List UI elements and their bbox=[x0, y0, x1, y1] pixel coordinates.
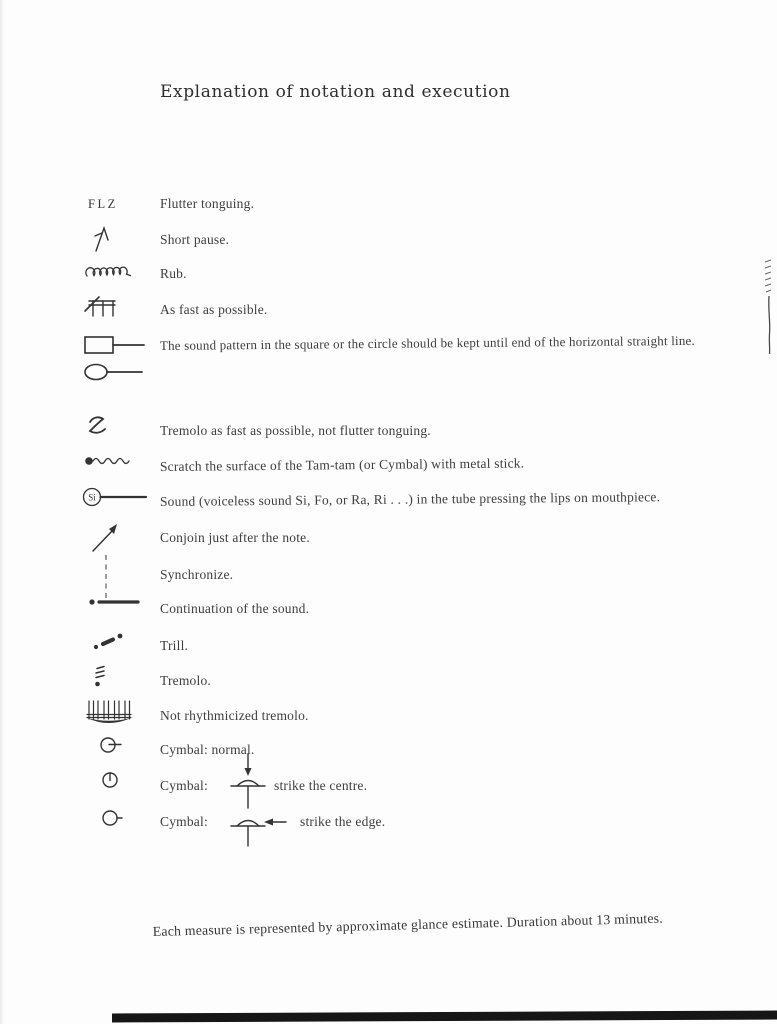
rub-loops-icon bbox=[84, 262, 142, 282]
legend-text-cymbal-edge-label: Cymbal: bbox=[160, 814, 208, 829]
cluster-tremolo-icon bbox=[86, 700, 132, 728]
legend-text-scratch: Scratch the surface of the Tam-tam (or Cymbal) with metal stick. bbox=[159, 455, 525, 475]
legend-text-conjoin: Conjoin just after the note. bbox=[160, 530, 310, 545]
legend-text-cymbal-centre-label: Cymbal: bbox=[160, 778, 208, 793]
si-label: Si bbox=[88, 492, 96, 503]
legend-text-as-fast-as-possible: As fast as possible. bbox=[160, 302, 268, 317]
trill-icon bbox=[92, 630, 128, 654]
scan-left-edge-shading bbox=[0, 0, 4, 1024]
tremolo-z-icon bbox=[86, 414, 110, 438]
legend-text-rub: Rub. bbox=[160, 266, 187, 281]
flz-symbol: FLZ bbox=[88, 197, 118, 211]
legend-text-strike-centre: strike the centre. bbox=[274, 778, 368, 793]
legend-text-strike-edge: strike the edge. bbox=[300, 814, 386, 829]
page-title: Explanation of notation and execution bbox=[160, 82, 511, 102]
cymbal-strike-edge-diagram bbox=[228, 806, 292, 848]
as-fast-as-possible-icon bbox=[84, 294, 122, 320]
square-and-circle-with-line-icon bbox=[84, 334, 146, 384]
legend-text-sound-si: Sound (voiceless sound Si, Fo, or Ra, Ri . . .) in the tube pressing the lips on mouthpiece. bbox=[159, 489, 661, 510]
legend-text-tremolo: Tremolo. bbox=[160, 673, 211, 688]
cymbal-strike-centre-icon bbox=[100, 770, 120, 790]
legend-text-synchronize: Synchronize. bbox=[160, 567, 234, 582]
scan-bottom-edge-bar bbox=[112, 1011, 777, 1023]
legend-text-continuation: Continuation of the sound. bbox=[160, 601, 310, 616]
footer-note: Each measure is represented by approximate glance estimate. Duration about 13 minutes. bbox=[152, 910, 664, 940]
legend-text-flutter-tonguing: Flutter tonguing. bbox=[160, 196, 255, 211]
tremolo-mark-icon bbox=[92, 662, 110, 690]
si-in-circle-icon bbox=[82, 486, 148, 508]
legend-text-sound-pattern: The sound pattern in the square or the circle should be kept until end of the horizontal straight line. bbox=[159, 332, 696, 354]
conjoin-arrow-icon bbox=[90, 520, 122, 554]
legend-text-short-pause: Short pause. bbox=[160, 232, 230, 247]
continuation-dot-line-icon bbox=[88, 594, 142, 610]
cymbal-strike-centre-diagram bbox=[228, 752, 268, 810]
scratch-wave-icon bbox=[84, 452, 134, 470]
legend-text-trill: Trill. bbox=[160, 638, 189, 653]
legend-text-not-rhythmicized-tremolo: Not rhythmicized tremolo. bbox=[160, 708, 309, 723]
cymbal-strike-edge-icon bbox=[100, 808, 126, 828]
scan-right-edge-artifact-icon bbox=[756, 256, 776, 356]
legend-text-tremolo-fast: Tremolo as fast as possible, not flutter tonguing. bbox=[160, 423, 431, 438]
short-pause-icon bbox=[92, 224, 112, 254]
legend-text-cymbal-normal: Cymbal: normal. bbox=[160, 742, 255, 757]
cymbal-normal-icon bbox=[98, 735, 124, 755]
